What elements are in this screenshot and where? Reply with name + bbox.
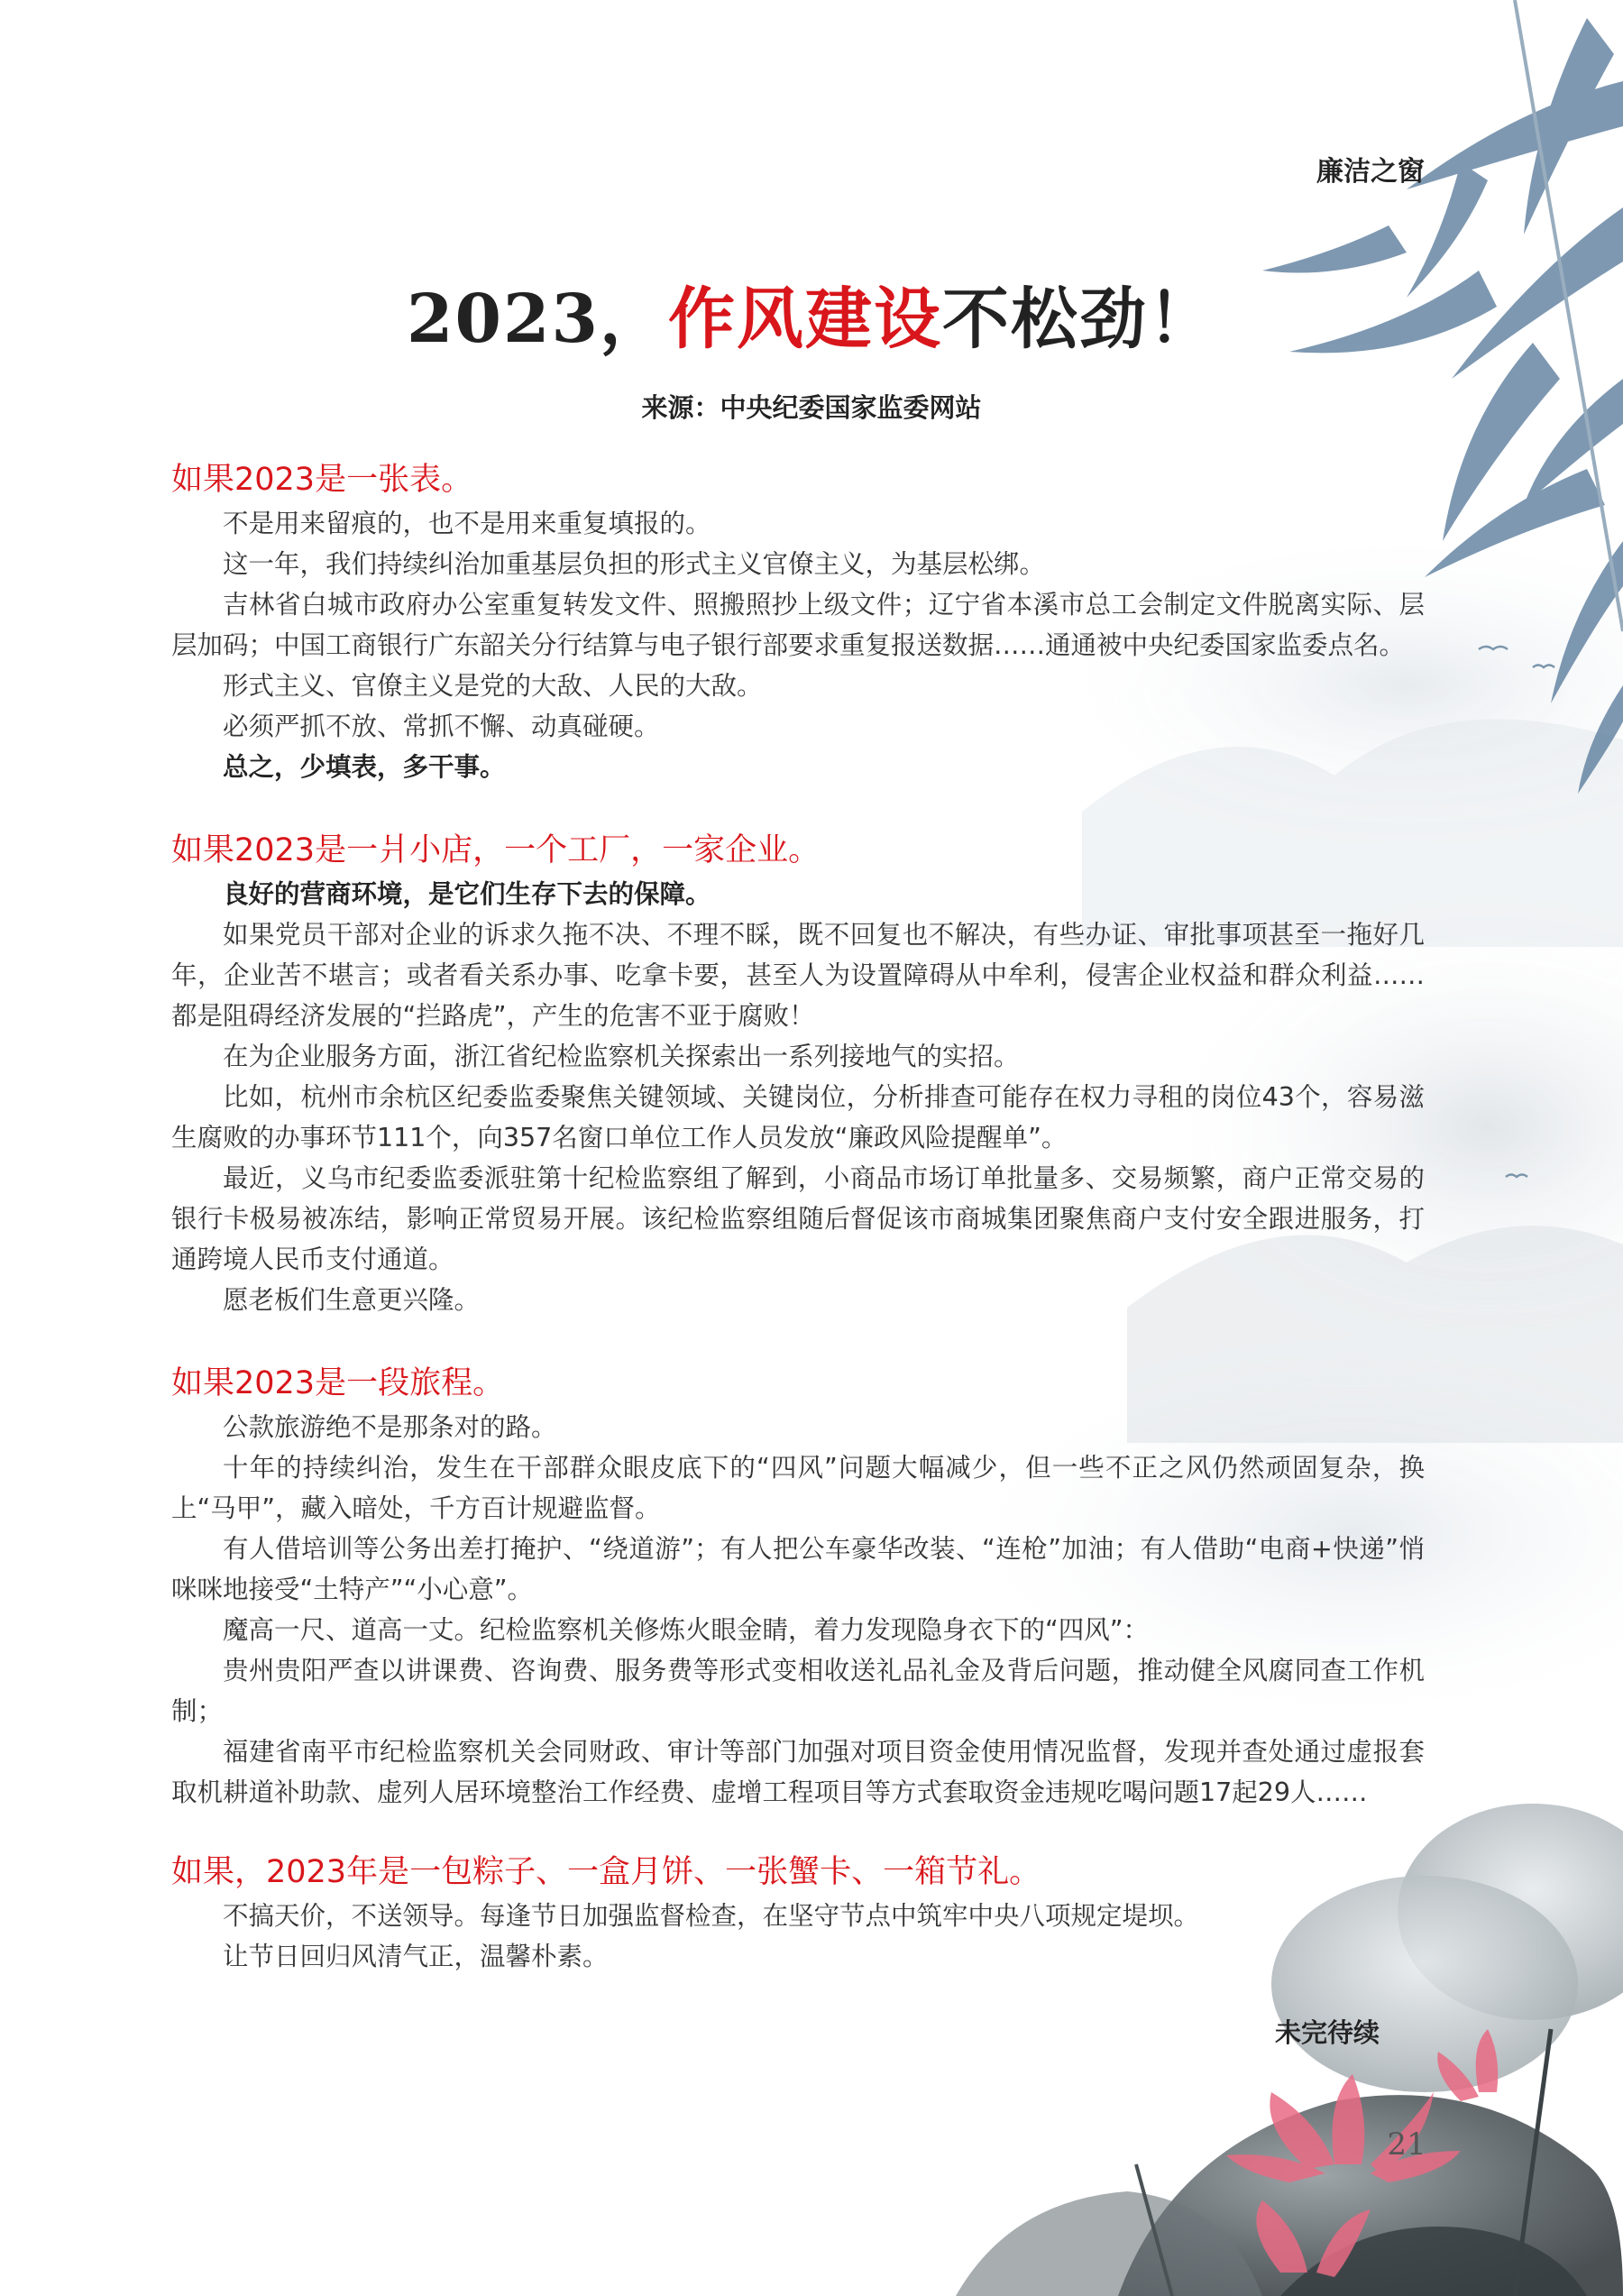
paragraph-bold: 总之，少填表，多干事。 — [223, 752, 506, 782]
paragraph: 让节日回归风清气正，温馨朴素。 — [223, 1942, 609, 1971]
section-tag: 廉洁之窗 — [1316, 156, 1425, 188]
paragraph: 福建省南平市纪检监察机关会同财政、审计等部门加强对项目资金使用情况监督，发现并查处通过虚报套取机耕道补助款、虚列人居环境整治工作经费、虚增工程项目等方式套取资金违规吃喝问题17起29人…… — [171, 1737, 1425, 1807]
page-number: 21 — [1387, 2126, 1426, 2163]
paragraph: 形式主义、官僚主义是党的大敌、人民的大敌。 — [223, 671, 763, 701]
paragraph: 在为企业服务方面，浙江省纪检监察机关探索出一系列接地气的实招。 — [223, 1042, 1020, 1071]
title-highlight: 作风建设 — [667, 280, 942, 358]
article-title — [0, 266, 1623, 362]
paragraph: 必须严抓不放、常抓不懈、动真碰硬。 — [223, 712, 660, 741]
paragraph: 比如，杭州市余杭区纪委监委聚焦关键领域、关键岗位，分析排查可能存在权力寻租的岗位43个，容易滋生腐败的办事环节111个，向357名窗口单位工作人员发放“廉政风险提醒单”。 — [171, 1082, 1425, 1153]
article-source: 来源：中央纪委国家监委网站 — [641, 392, 982, 423]
to-be-continued: 未完待续 — [1274, 2017, 1380, 2048]
paragraph: 这一年，我们持续纠治加重基层负担的形式主义官僚主义，为基层松绑。 — [223, 549, 1046, 579]
paragraph: 魔高一尺、道高一丈。纪检监察机关修炼火眼金睛，着力发现隐身衣下的“四风”： — [223, 1615, 1150, 1645]
paragraph: 贵州贵阳严查以讲课费、咨询费、服务费等形式变相收送礼品礼金及背后问题，推动健全风腐同查工作机制； — [171, 1656, 1425, 1726]
paragraph: 吉林省白城市政府办公室重复转发文件、照搬照抄上级文件；辽宁省本溪市总工会制定文件脱离实际、层层加码；中国工商银行广东韶关分行结算与电子银行部要求重复报送数据……通通被中央纪委国家监委点名。 — [171, 590, 1425, 660]
paragraph: 如果党员干部对企业的诉求久拖不决、不理不睬，既不回复也不解决，有些办证、审批事项甚至一拖好几年，企业苦不堪言；或者看关系办事、吃拿卡要，甚至人为设置障碍从中牟利，侵害企业权益和群众利益……都是阻碍经济发展的“拦路虎”，产生的危害不亚于腐败！ — [171, 920, 1425, 1031]
paragraph: 不是用来留痕的，也不是用来重复填报的。 — [223, 509, 711, 538]
paragraph: 公款旅游绝不是那条对的路。 — [223, 1412, 557, 1442]
paragraph: 最近，义乌市纪委监委派驻第十纪检监察组了解到，小商品市场订单批量多、交易频繁，商户正常交易的银行卡极易被冻结，影响正常贸易开展。该纪检监察组随后督促该市商城集团聚焦商户支付安全跟进服务，打通跨境人民币支付通道。 — [171, 1163, 1425, 1274]
section-heading: 如果，2023年是一包粽子、一盒月饼、一张蟹卡、一箱节礼。 — [171, 1854, 1041, 1890]
title-suffix: 不松劲！ — [941, 280, 1216, 358]
article-body — [171, 456, 1425, 1977]
paragraph: 十年的持续纠治，发生在干部群众眼皮底下的“四风”问题大幅减少，但一些不正之风仍然顽固复杂，换上“马甲”，藏入暗处，千方百计规避监督。 — [171, 1453, 1425, 1523]
section-heading: 如果2023是一张表。 — [171, 462, 473, 498]
paragraph: 有人借培训等公务出差打掩护、“绕道游”；有人把公车豪华改装、“连枪”加油；有人借助“电商+快递”悄咪咪地接受“土特产”“小心意”。 — [171, 1534, 1425, 1604]
paragraph: 愿老板们生意更兴隆。 — [223, 1285, 481, 1315]
title-prefix: 2023， — [407, 280, 668, 358]
paragraph: 不搞天价，不送领导。每逢节日加强监督检查，在坚守节点中筑牢中央八项规定堤坝。 — [223, 1901, 1200, 1931]
section-heading: 如果2023是一段旅程。 — [171, 1365, 505, 1401]
section-heading: 如果2023是一爿小店，一个工厂，一家企业。 — [171, 832, 821, 868]
paragraph-bold: 良好的营商环境，是它们生存下去的保障。 — [223, 879, 711, 909]
